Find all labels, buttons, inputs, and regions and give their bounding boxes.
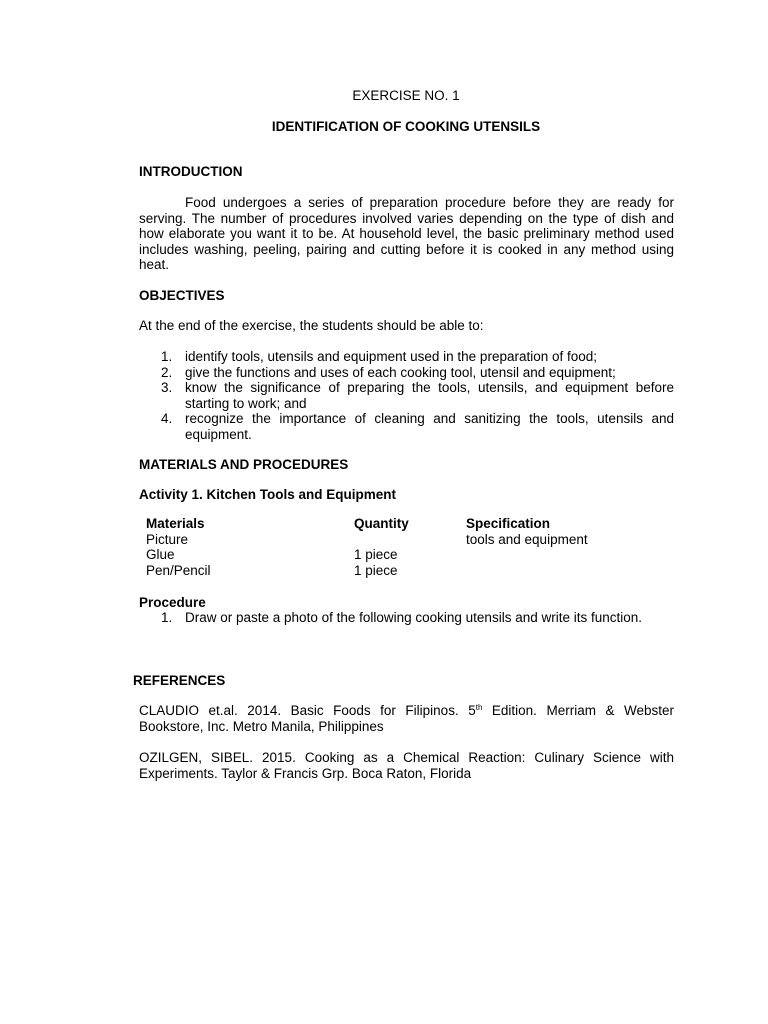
quantity-cell: 1 piece [354,563,398,579]
exercise-number: EXERCISE NO. 1 [352,88,460,103]
references-heading: REFERENCES [133,673,226,688]
objective-text: give the functions and uses of each cooking tool, utensil and equipment; [185,364,616,380]
column-header-specification: Specification [466,516,551,531]
reference-item [139,703,674,734]
objective-item [139,349,674,365]
ordinal-superscript: th [475,703,483,712]
objective-number: 1. [161,349,173,364]
objective-number: 2. [161,364,173,380]
introduction-paragraph [139,195,674,273]
activity-title: Activity 1. Kitchen Tools and Equipment [139,487,397,502]
objectives-intro: At the end of the exercise, the students should be able to: [139,318,484,333]
objectives-heading: OBJECTIVES [139,288,225,303]
material-cell: Pen/Pencil [146,563,211,579]
column-header-quantity: Quantity [354,516,409,531]
objective-item [139,365,674,381]
reference-text-part: CLAUDIO et.al. 2014. Basic Foods for Filipinos. 5 [139,703,476,718]
reference-text [139,750,674,781]
objective-text: know the significance of preparing the tools, utensils, and equipment before starting to work; and [185,380,674,411]
objective-text: recognize the importance of cleaning and sanitizing the tools, utensils and equipment. [185,411,674,442]
material-cell: Glue [146,547,175,563]
introduction-heading: INTRODUCTION [139,164,243,179]
column-header-materials: Materials [146,516,205,531]
procedure-text: Draw or paste a photo of the following cooking utensils and write its function. [185,610,643,625]
specification-cell: tools and equipment [466,531,588,547]
document-title: IDENTIFICATION OF COOKING UTENSILS [271,119,541,134]
reference-text-part: OZILGEN, SIBEL. 2015. Cooking as a Chemical Reaction: Culinary Science with Experiments. Taylor & Francis Grp. Boca Raton, Florida [139,750,674,781]
quantity-cell: 1 piece [354,547,398,563]
objective-item [139,380,674,411]
objectives-list [139,349,674,442]
procedure-heading: Procedure [139,595,206,610]
procedure-list [139,610,674,626]
objective-text: identify tools, utensils and equipment used in the preparation of food; [185,349,598,364]
procedure-item [139,610,674,626]
reference-text [139,703,674,734]
reference-text-part: Edition. Merriam & Webster Bookstore, Inc. Metro Manila, Philippines [139,703,674,734]
procedure-number: 1. [161,610,173,625]
reference-item [139,750,674,781]
objective-number: 3. [161,380,173,395]
objective-item [139,411,674,442]
materials-procedures-heading: MATERIALS AND PROCEDURES [139,457,349,472]
objective-number: 4. [161,411,173,426]
introduction-text: Food undergoes a series of preparation procedure before they are ready for serving. The number of procedures involved varies depending on the type of dish and how elaborate you want it to be. At household level, the basic preliminary method used includes washing, peeling, pairing and cutting before it is cooked in any method using heat. [139,195,674,272]
material-cell: Picture [146,531,189,547]
